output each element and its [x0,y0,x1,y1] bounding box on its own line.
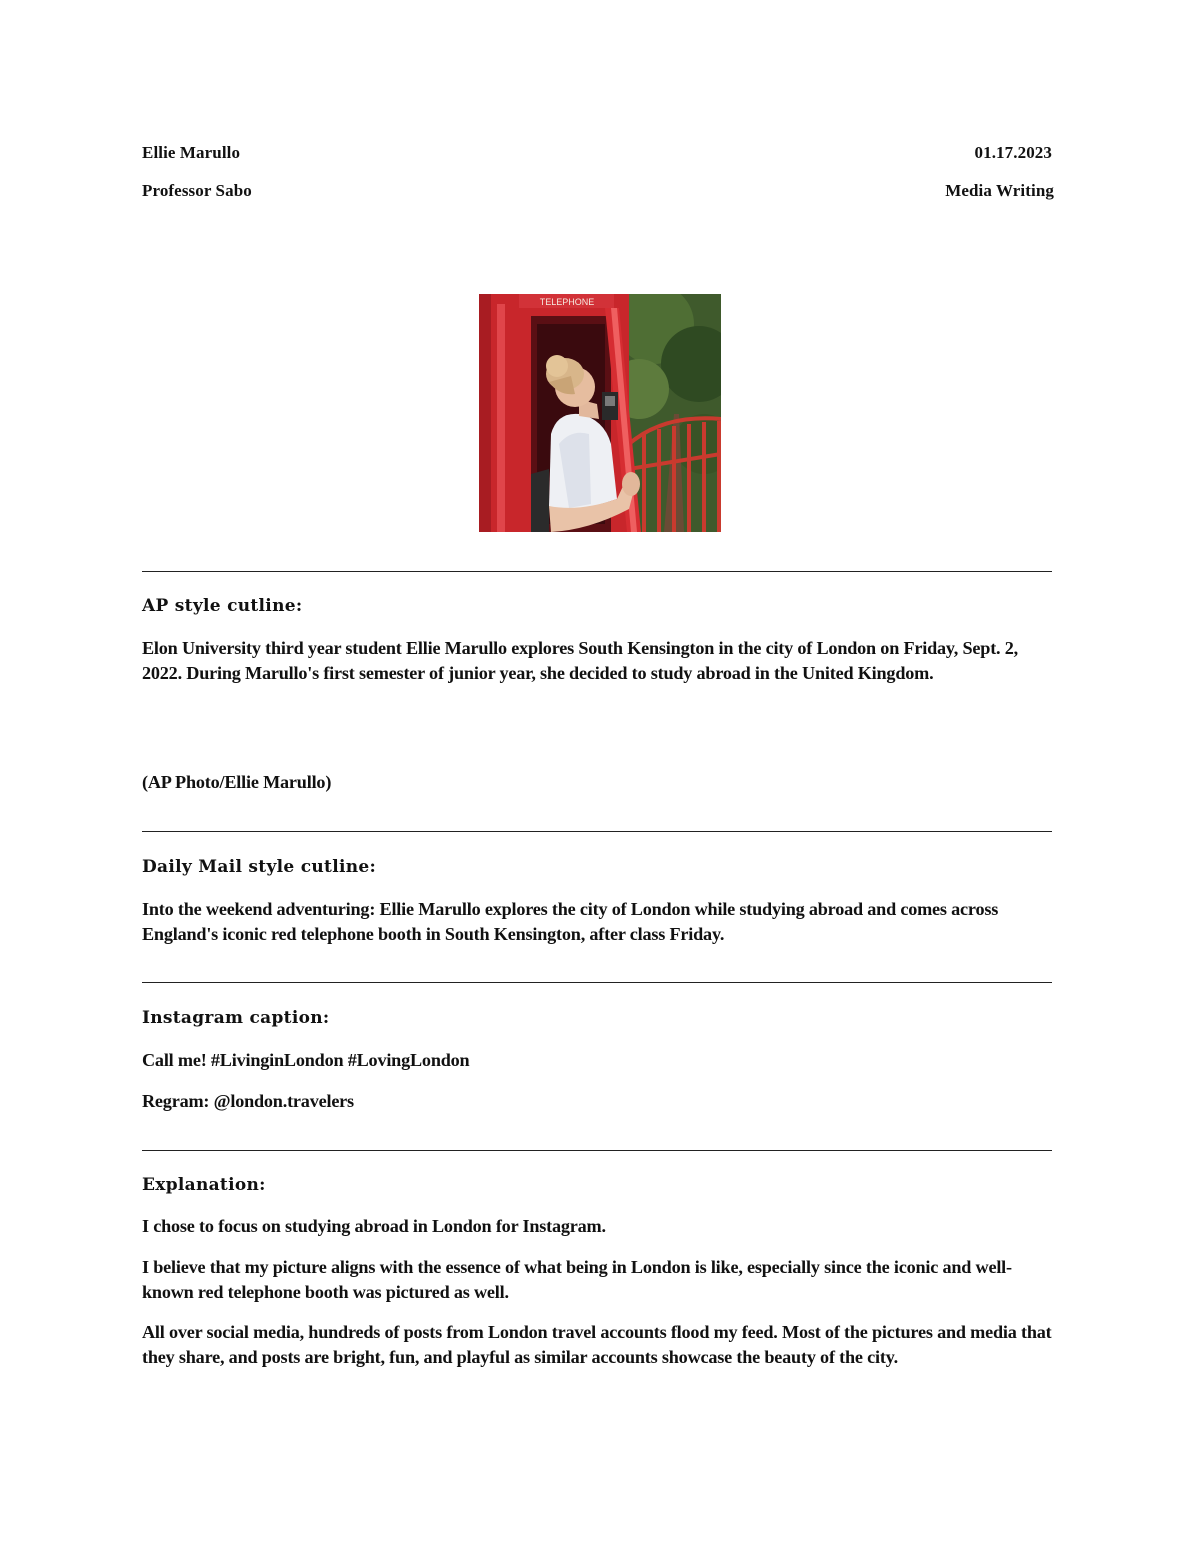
instagram-caption-text: Call me! #LivinginLondon #LovingLondon [142,1050,470,1070]
author-name: Ellie Marullo [142,143,241,162]
telephone-booth-photo [479,294,721,532]
explanation-heading: Explanation: [142,1175,266,1195]
ap-photo-credit: (AP Photo/Ellie Marullo) [142,772,332,792]
daily-mail-cutline-heading: Daily Mail style cutline: [142,857,377,877]
explanation-paragraph-3: All over social media, hundreds of posts from London travel accounts flood my feed. Most of the pictures and media that they share, and posts are bright, fun, and playful as similar accounts showcase the beauty of the city. [142,1322,1052,1367]
section-divider [142,571,1052,572]
course-name: Media Writing [945,181,1054,200]
document-date: 01.17.2023 [974,143,1052,162]
section-divider [142,831,1052,832]
daily-mail-cutline-text: Into the weekend adventuring: Ellie Marullo explores the city of London while studying abroad and comes across England's iconic red telephone booth in South Kensington, after class Friday. [142,899,999,944]
explanation-paragraph-2: I believe that my picture aligns with the essence of what being in London is like, especially since the iconic and well-known red telephone booth was pictured as well. [142,1257,1012,1302]
explanation-paragraph-1: I chose to focus on studying abroad in London for Instagram. [142,1216,606,1236]
instagram-regram-text: Regram: @london.travelers [142,1091,354,1111]
booth-sign: TELEPHONE [539,297,595,307]
instagram-caption-heading: Instagram caption: [142,1008,330,1028]
ap-cutline-heading: AP style cutline: [142,596,303,616]
ap-cutline-text: Elon University third year student Ellie Marullo explores South Kensington in the city of London on Friday, Sept. 2, 2022. During Marullo's first semester of junior year, she decided to study abroad in the United Kingdom. [142,638,1018,683]
section-divider [142,982,1052,983]
professor-name: Professor Sabo [142,181,252,200]
section-divider [142,1150,1052,1151]
